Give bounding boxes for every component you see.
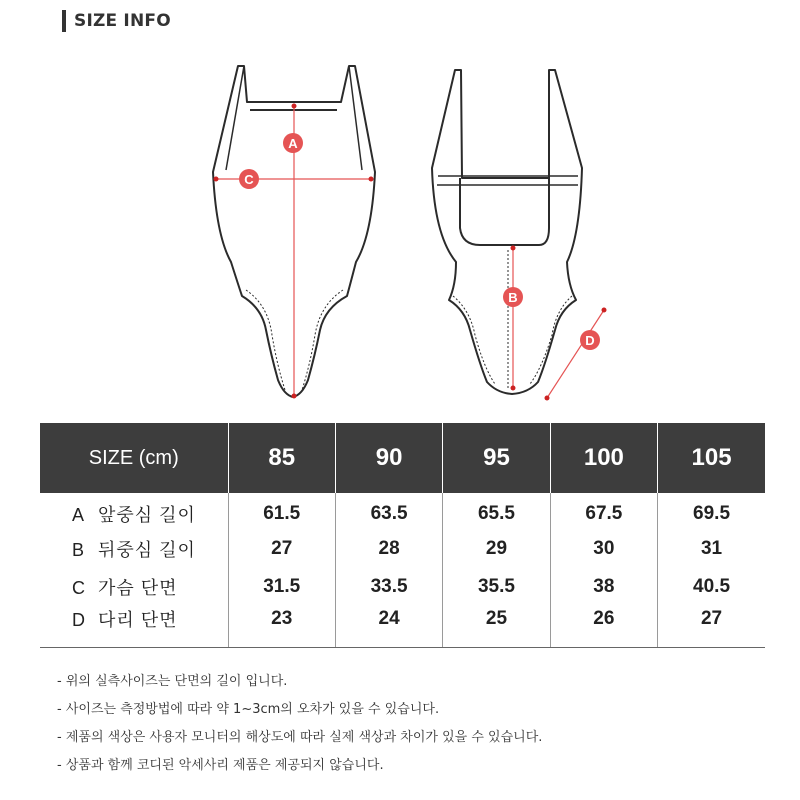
marker-a (283, 133, 303, 153)
measure-dot (369, 177, 374, 182)
front-leg-stitch-right (302, 290, 343, 390)
front-leg-stitch-left (246, 290, 285, 390)
size-header-cell: 100 (550, 423, 657, 493)
marker-a-label: A (288, 136, 298, 151)
table-row (40, 569, 765, 604)
measure-dot (511, 246, 516, 251)
size-header-cell: 105 (658, 423, 765, 493)
measure-dot (292, 104, 297, 109)
size-header-label: SIZE (cm) (40, 423, 228, 493)
section-title: SIZE INFO (74, 11, 171, 31)
measure-line-d (547, 310, 604, 398)
back-strap-loop (460, 178, 549, 245)
row-name: 가슴 단면 (98, 577, 178, 598)
size-table (40, 423, 765, 648)
table-cell: 25 (443, 604, 550, 639)
table-cell: 31.5 (228, 569, 335, 604)
row-name: 다리 단면 (98, 609, 178, 630)
size-header-cell: 90 (335, 423, 442, 493)
table-row (40, 496, 765, 531)
table-cell: 69.5 (658, 496, 765, 531)
row-code: A (72, 504, 86, 525)
marker-c-label: C (244, 172, 254, 187)
table-cell: 27 (228, 531, 335, 566)
table-bottom-border (40, 639, 765, 647)
measure-dot (214, 177, 219, 182)
marker-b-label: B (508, 290, 518, 305)
notes-list (57, 668, 542, 780)
row-name: 앞중심 길이 (98, 504, 196, 525)
row-label (40, 531, 228, 566)
note-item: - 상품과 함께 코디된 악세사리 제품은 제공되지 않습니다. (57, 758, 384, 773)
table-cell: 35.5 (443, 569, 550, 604)
note-item: - 사이즈는 측정방법에 따라 약 1~3cm의 오차가 있을 수 있습니다. (57, 702, 440, 717)
table-cell: 61.5 (228, 496, 335, 531)
table-cell: 28 (335, 531, 442, 566)
table-cell: 40.5 (658, 569, 765, 604)
back-view (432, 70, 582, 394)
front-armhole-right (349, 66, 362, 170)
marker-c (239, 169, 259, 189)
table-cell: 65.5 (443, 496, 550, 531)
row-code: C (72, 577, 86, 598)
measure-dot (292, 394, 297, 399)
table-cell: 67.5 (550, 496, 657, 531)
back-outline (432, 70, 582, 394)
row-code: D (72, 609, 86, 630)
table-cell: 29 (443, 531, 550, 566)
note-item: - 제품의 색상은 사용자 모니터의 해상도에 따라 실제 색상과 차이가 있을 수 있습니다. (57, 730, 543, 745)
size-header-row (40, 423, 765, 493)
table-cell: 63.5 (335, 496, 442, 531)
table-cell: 30 (550, 531, 657, 566)
table-cell: 38 (550, 569, 657, 604)
size-header-cell: 95 (443, 423, 550, 493)
table-cell: 23 (228, 604, 335, 639)
table-cell: 24 (335, 604, 442, 639)
row-label (40, 604, 228, 639)
marker-d (580, 330, 600, 350)
row-code: B (72, 539, 86, 560)
table-cell: 33.5 (335, 569, 442, 604)
note-item: - 위의 실측사이즈는 단면의 길이 입니다. (57, 674, 288, 689)
table-cell: 26 (550, 604, 657, 639)
table-row (40, 604, 765, 639)
table-cell: 27 (658, 604, 765, 639)
table-cell: 31 (658, 531, 765, 566)
measure-dot (545, 396, 550, 401)
size-header-cell: 85 (228, 423, 335, 493)
measure-dot (602, 308, 607, 313)
marker-b (503, 287, 523, 307)
marker-d-label: D (585, 333, 595, 348)
row-name: 뒤중심 길이 (98, 539, 196, 560)
table-row (40, 531, 765, 566)
row-label (40, 569, 228, 604)
row-label (40, 496, 228, 531)
measure-dot (511, 386, 516, 391)
